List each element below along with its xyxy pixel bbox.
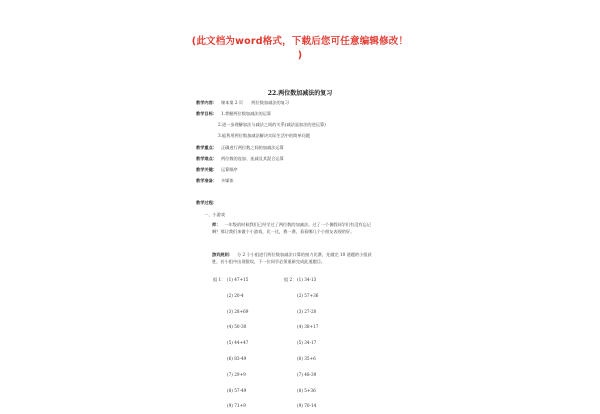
exercise-item: (2) 57+36 <box>297 292 319 298</box>
exercise-item: (8) 57-49 <box>227 387 247 393</box>
meta-goal-3 <box>218 133 310 139</box>
exercise-item: (4) 38+17 <box>297 324 319 330</box>
intro-label: 师： <box>212 222 221 227</box>
group1-label: 组 1： <box>213 277 226 282</box>
meta-label: 教学准备： <box>196 178 217 183</box>
group1-exercises <box>227 272 248 414</box>
document-title: 22.两位数加减法的复习 <box>267 90 333 97</box>
meta-key-point <box>196 145 284 151</box>
rule-label: 游戏规则： <box>212 252 233 257</box>
intro-text: 一年级的时候我们已经学过了两位数的加减法。过了一个暑假同学们有没有忘记啊？那让我们来做个小游戏，比一比，赛一赛，看看哪几个小朋友表现的好。 <box>212 222 371 234</box>
meta-label: 教学重点： <box>196 145 217 150</box>
group2-exercises <box>297 272 318 414</box>
exercise-item: (3) 28+69 <box>227 308 249 314</box>
meta-label: 教学难点： <box>196 156 217 161</box>
exercise-item: (1) 34-13 <box>297 277 317 282</box>
exercise-item: (5) 44+47 <box>227 340 249 346</box>
exercise-item: (9) 71+9 <box>227 403 246 409</box>
exercise-item: (3) 27-20 <box>297 308 317 314</box>
meta-label: 教学关键： <box>196 167 217 172</box>
exercise-item: (6) 35+6 <box>297 355 316 361</box>
intro-paragraph <box>212 222 372 236</box>
exercise-item: (6) 83-49 <box>227 355 247 361</box>
meta-value: 1.掌握两位数加减法的运算 <box>220 111 272 116</box>
meta-value: 2.进一步理解加法与减法之间的关系(减法是加法的逆运算) <box>218 122 326 127</box>
exercise-item: (7) 48-39 <box>297 371 317 377</box>
exercise-item: (4) 50-30 <box>227 324 247 330</box>
group2-label: 组 2： <box>284 277 297 282</box>
meta-value: 正确进行两位数之间的加减法运算 <box>220 145 284 150</box>
meta-value: 多媒体 <box>220 178 234 183</box>
meta-label: 教学内容： <box>196 100 217 105</box>
meta-key <box>196 167 238 173</box>
exercise-item: (7) 29+9 <box>227 371 246 377</box>
exercise-item: (2) 20-4 <box>227 292 244 298</box>
exercise-item: (1) 47+15 <box>227 277 249 282</box>
banner-line-2: ) <box>297 50 303 61</box>
exercise-item: (5) 34-17 <box>297 340 317 346</box>
exercise-item: (9) 70-14 <box>297 403 317 409</box>
rule-text: 分 2 个小组进行两位数加减法口算的接力比赛，先做完 10 道题的小组获胜，若小组中出现错误，下一位同学必须重新完成此道题目。 <box>212 252 372 264</box>
section-heading: 一、小游戏 <box>204 212 225 217</box>
meta-label: 教学目标： <box>196 111 217 116</box>
meta-value: 课本第 2 页 两位数加减法的复习 <box>220 100 290 105</box>
rule-paragraph <box>212 252 372 266</box>
meta-goal-2 <box>218 122 326 128</box>
meta-goal-1 <box>196 111 271 117</box>
meta-value: 两位数的连加、连减及其混合运算 <box>220 156 284 161</box>
process-label: 教学过程： <box>196 200 217 205</box>
meta-value: 运算顺序 <box>220 167 238 172</box>
meta-preparation <box>196 178 234 184</box>
banner-line-1: (此文档为word格式，下载后您可任意编辑修改！ <box>191 36 409 47</box>
meta-value: 3.能利用两位数加减法解决实际生活中的简单问题 <box>218 133 310 138</box>
meta-content <box>196 100 289 106</box>
meta-difficulty <box>196 156 284 162</box>
exercise-item: (8) 5+36 <box>297 387 316 393</box>
